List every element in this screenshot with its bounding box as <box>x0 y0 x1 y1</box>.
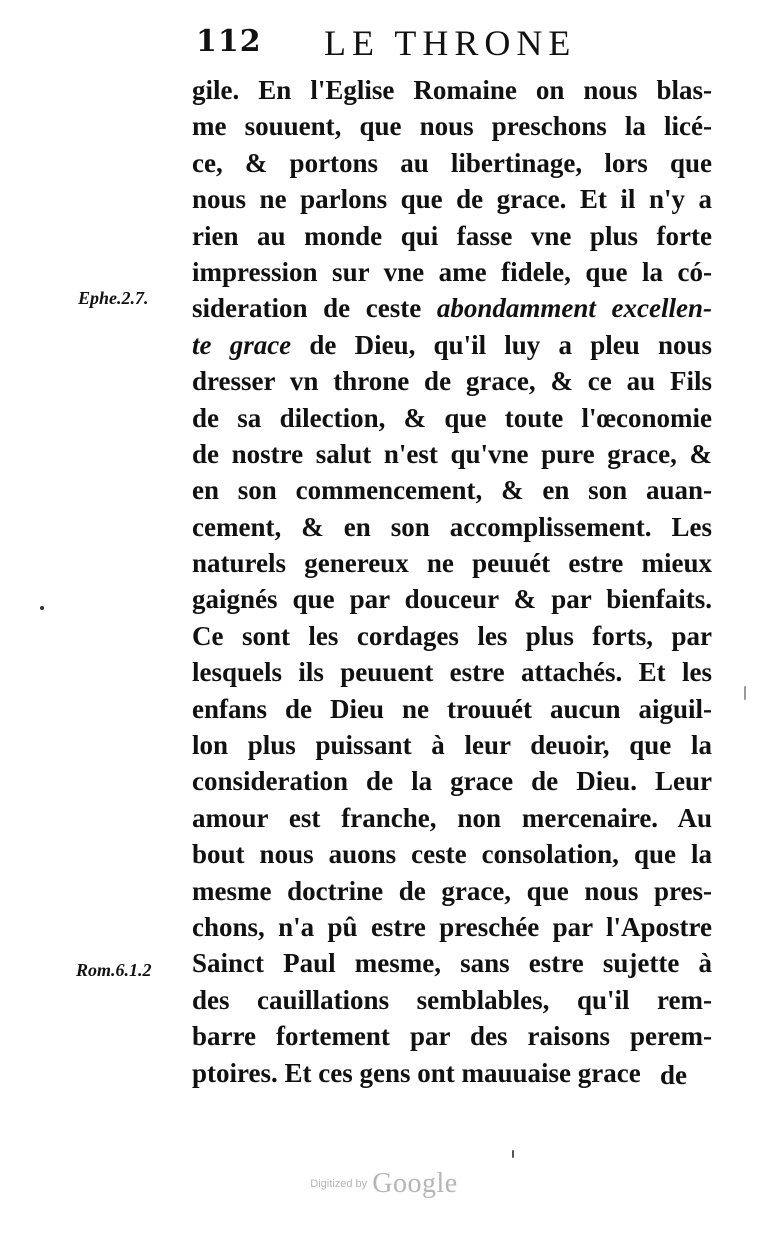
text-line: en son commencement, & en son auan- <box>192 475 712 506</box>
text-line: gaignés que par douceur & par bienfaits. <box>192 584 712 615</box>
text-line: rien au monde qui fasse vne plus forte <box>192 220 712 251</box>
italic-emphasis: abondamment excellen- <box>436 293 712 324</box>
text-line: nous ne parlons que de grace. Et il n'y a <box>192 184 712 215</box>
print-speck <box>744 686 746 700</box>
text-line: consideration de la grace de Dieu. Leur <box>192 766 712 797</box>
text-line: Ce sont les cordages les plus forts, par <box>192 620 712 651</box>
margin-note-romans: Rom.6.1.2 <box>76 960 152 980</box>
text-line: impression sur vne ame fidele, que la có- <box>192 256 712 287</box>
text-line: lon plus puissant à leur deuoir, que la <box>192 730 712 761</box>
text-line: amour est franche, non mercenaire. Au <box>192 802 712 833</box>
text-line: Sainct Paul mesme, sans estre sujette à <box>192 948 712 979</box>
text-line: enfans de Dieu ne trouuét aucun aiguil- <box>192 693 712 724</box>
text-line: sideration de ceste abondamment excellen- <box>192 293 712 324</box>
margin-note-ephesians: Ephe.2.7. <box>78 288 149 308</box>
page-number: 112 <box>196 24 262 59</box>
print-speck <box>512 1150 514 1158</box>
text-line: naturels genereux ne peuuét estre mieux <box>192 548 712 579</box>
text-line: mesme doctrine de grace, que nous pres- <box>192 875 712 906</box>
running-title: LE THRONE <box>324 23 577 63</box>
italic-emphasis: te grace <box>192 329 292 360</box>
text-line: des cauillations semblables, qu'il rem- <box>192 984 712 1015</box>
text-line: de sa dilection, & que toute l'œconomie <box>192 402 712 433</box>
watermark-logo: Google <box>372 1168 458 1199</box>
watermark-prefix: Digitized by <box>310 1178 368 1190</box>
text-line: barre fortement par des raisons perem- <box>192 1021 712 1052</box>
text-line: lesquels ils peuuent estre attachés. Et les <box>192 657 712 688</box>
text-line: me souuent, que nous preschons la licé- <box>192 111 712 142</box>
text-line: ce, & portons au libertinage, lors que <box>192 147 712 178</box>
digitized-watermark <box>0 1168 768 1200</box>
catchword: de <box>660 1060 687 1090</box>
text-line: dresser vn throne de grace, & ce au Fils <box>192 366 712 397</box>
text-line: bout nous auons ceste consolation, que la <box>192 839 712 870</box>
text-line: te grace de Dieu, qu'il luy a pleu nous <box>192 329 712 360</box>
text-line: gile. En l'Eglise Romaine on nous blas- <box>192 75 712 105</box>
text-line: chons, n'a pû estre preschée par l'Apostre <box>192 911 712 942</box>
print-speck <box>40 606 44 610</box>
running-head <box>196 18 716 64</box>
text-line: cement, & en son accomplissement. Les <box>192 511 712 542</box>
body-text <box>192 72 712 1091</box>
text-line: de nostre salut n'est qu'vne pure grace, & <box>192 438 712 469</box>
text-line: ptoires. Et ces gens ont mauuaise grace <box>192 1057 641 1088</box>
